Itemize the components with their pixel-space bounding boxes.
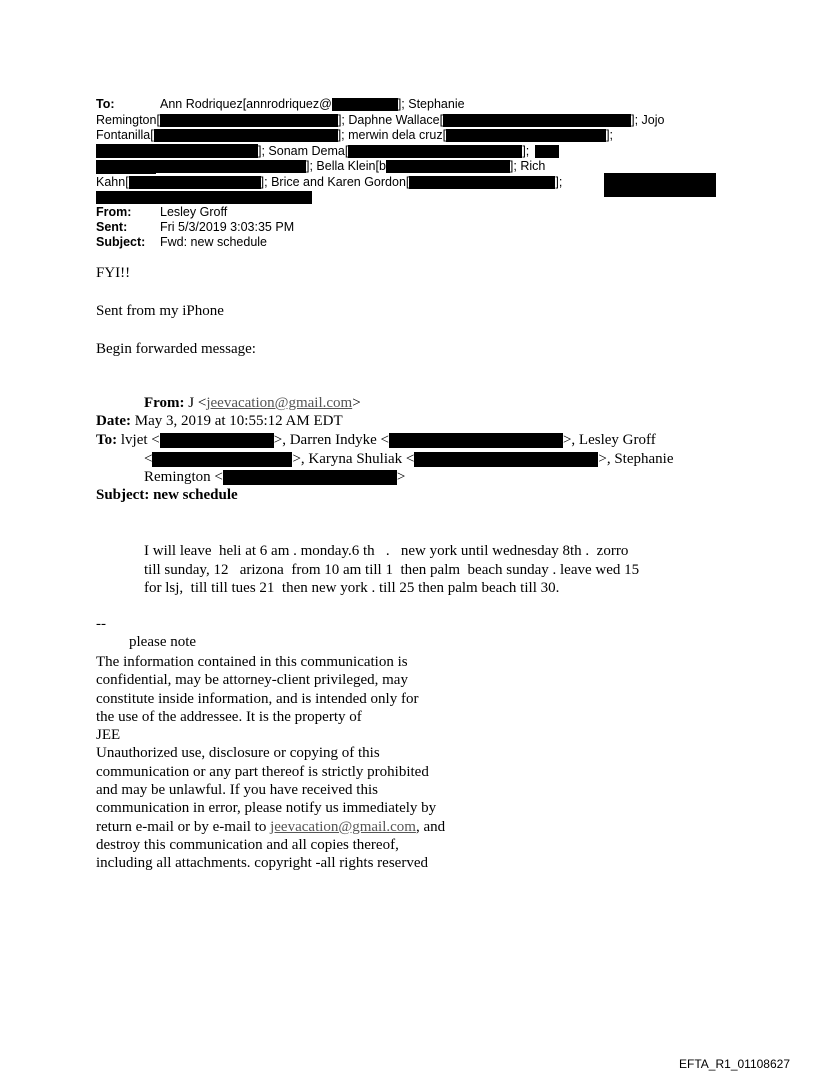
disclaimer-line: including all attachments. copyright -all rights reserved [96,855,428,872]
to-text: Remington[ [96,112,160,127]
disclaimer-line: destroy this communication and all copies thereof, [96,836,399,853]
subject-row [96,235,267,250]
to-line-4 [96,144,718,160]
fwd-to-row-3 [144,469,405,486]
fwd-date-value: May 3, 2019 at 10:55:12 AM EDT [134,413,343,429]
sent-label: Sent: [96,220,128,234]
redaction-box [129,176,261,189]
to-text: ]; Bella Klein[b [306,159,386,173]
disclaimer-block [96,653,445,873]
from-label: From: [96,205,132,219]
fwd-date-label: Date: [96,413,131,429]
fwd-to-text: lvjet < [120,432,160,448]
redaction-box [160,114,338,127]
redaction-box [154,129,338,142]
subject-label: Subject: [96,235,146,249]
redaction-box [152,452,292,467]
please-note: please note [129,634,197,650]
to-line-1 [96,97,718,113]
sent-row [96,220,294,235]
fwd-from-name: J < [188,395,207,411]
document-id: EFTA_R1_01108627 [679,1057,790,1071]
fyi-text: FYI!! [96,265,131,281]
to-text: ]; Daphne Wallace[ [337,112,444,127]
disclaimer-line: and may be unlawful. If you have received this [96,782,378,799]
redaction-box [389,433,563,448]
to-text: ]; Brice and Karen Gordon[ [260,174,410,189]
subject-value: Fwd: new schedule [160,235,268,249]
fwd-to-row-1 [96,432,656,449]
redaction-box [160,433,274,448]
redaction-box [409,176,555,189]
disclaimer-text: , and [415,818,446,835]
redaction-box [446,129,606,142]
disclaimer-email-link[interactable]: jeevacation@gmail.com [270,818,416,835]
signature-text: Sent from my iPhone [96,303,224,319]
redaction-box [386,160,510,173]
disclaimer-line: confidential, may be attorney-client privileged, may [96,672,408,689]
redaction-box [332,98,398,111]
disclaimer-line: JEE [96,727,121,744]
redaction-box [443,114,631,127]
to-text: Ann Rodriquez[annrodriquez@ [160,97,332,111]
to-text: Kahn[ [96,174,129,189]
message-line: I will leave heli at 6 am . monday.6 th . new york until wednesday 8th . zorro [144,543,629,559]
redaction-box [535,145,559,158]
fwd-to-row-2 [144,451,674,468]
to-label: To: [96,97,115,111]
from-row [96,205,227,220]
message-line: for lsj, till till tues 21 then new york . till 25 then palm beach till 30. [144,580,560,597]
to-line-2 [96,113,718,129]
fwd-from-row [144,395,361,412]
redaction-box [96,160,156,174]
to-text: ]; Stephanie [397,97,465,111]
fwd-to-text: >, Stephanie [598,451,674,467]
redaction-box [414,452,598,467]
to-text: ]; [555,174,563,189]
forwarded-intro: Begin forwarded message: [96,341,256,357]
disclaimer-line: Unauthorized use, disclosure or copying of this [96,745,380,762]
fwd-to-text: >, Lesley Groff [562,432,656,448]
fwd-subject-label: Subject: [96,487,150,503]
disclaimer-return-line [96,818,445,836]
redaction-box [348,145,522,158]
fwd-to-label: To: [96,432,118,448]
disclaimer-line: communication in error, please notify us immediately by [96,800,437,817]
fwd-to-text: >, Karyna Shuliak < [292,451,415,467]
to-text: ]; Rich [509,159,546,173]
to-text: ]; Sonam Dema[ [258,143,349,158]
fwd-from-label: From: [144,395,185,411]
redaction-box [156,160,306,173]
disclaimer-line: constitute inside information, and is intended only for [96,690,419,707]
fwd-from-email-link[interactable]: jeevacation@gmail.com [206,395,353,411]
to-line-3 [96,128,718,144]
disclaimer-line: communication or any part thereof is strictly prohibited [96,763,429,780]
redaction-box [96,144,258,158]
redaction-box [604,173,716,197]
to-text: ]; [522,143,530,158]
message-body [144,542,639,598]
signature-dashes: -- [96,616,106,632]
fwd-to-text: > [396,469,406,485]
fwd-to-text: < [144,451,153,467]
to-text: ]; Jojo [631,112,665,127]
fwd-from-close: > [352,395,361,411]
sent-value: Fri 5/3/2019 3:03:35 PM [160,220,295,234]
to-text: ]; merwin dela cruz[ [337,128,447,142]
from-value: Lesley Groff [160,205,228,219]
disclaimer-line: the use of the addressee. It is the property of [96,708,362,725]
fwd-to-text: >, Darren Indyke < [273,432,389,448]
disclaimer-line: The information contained in this communication is [96,654,408,670]
fwd-to-text: Remington < [144,469,223,485]
fwd-date-row [96,413,343,430]
to-text: ]; [606,128,614,142]
message-line: till sunday, 12 arizona from 10 am till 1 then palm beach sunday . leave wed 15 [144,561,640,578]
disclaimer-text: return e-mail or by e-mail to [96,818,271,835]
to-text: Fontanilla[ [96,128,154,142]
redaction-box [96,191,312,204]
redaction-box [223,470,397,485]
fwd-subject-row [96,487,238,504]
fwd-subject-value: new schedule [153,487,238,503]
